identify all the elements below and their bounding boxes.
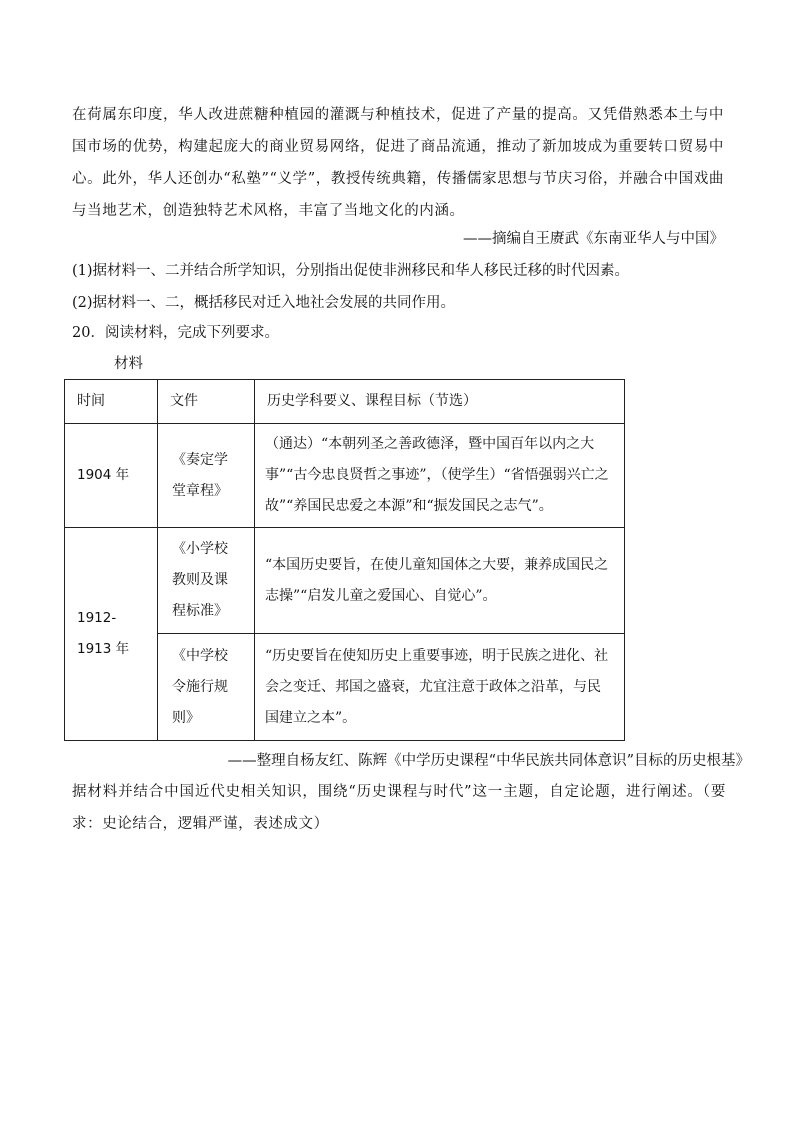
question-19-2: (2)据材料一、二，概括移民对迁入地社会发展的共同作用。 [72, 295, 456, 311]
table-cell-document: 《奏定学堂章程》 [158, 424, 255, 528]
table-source: ——整理自杨友红、陈辉《中学历史课程“中华民族共同体意识”目标的历史根基》 [227, 753, 750, 769]
material-two-source: ——摘编自王赓武《东南亚华人与中国》 [463, 231, 724, 247]
question-19-1: (1)据材料一、二并结合所学知识，分别指出促使非洲移民和华人移民迁移的时代因素。 [72, 263, 630, 279]
table-header-time: 时间 [65, 380, 158, 424]
table-row [65, 528, 625, 634]
material-label: 材料 [114, 356, 143, 372]
table-cell-document: 《中学校令施行规则》 [158, 634, 255, 741]
table-header-document: 文件 [158, 380, 255, 424]
material-two-paragraph: 在荷属东印度，华人改进蔗糖种植园的灌溉与种植技术，促进了产量的提高。又凭借熟悉本土与中国市场的优势，构建起庞大的商业贸易网络，促进了商品流通，推动了新加坡成为重要转口贸易中心。此外，华人还创办“私塾”“义学”，教授传统典籍，传播儒家思想与节庆习俗，并融合中国戏曲与当地艺术，创造独特艺术风格，丰富了当地文化的内涵。 [72, 107, 724, 219]
question-20-task: 据材料并结合中国近代史相关知识，围绕“历史课程与时代”这一主题，自定论题，进行阐述。（要求：史论结合，逻辑严谨，表述成文） [72, 784, 726, 832]
table-header-row [65, 380, 625, 424]
table-cell-content: “历史要旨在使知历史上重要事迹，明于民族之进化、社会之变迁、邦国之盛衰，尤宜注意于政体之沿革，与民国建立之本”。 [255, 634, 625, 741]
table-cell-time-merged: 1912-1913 年 [77, 610, 130, 657]
table-cell-content: “本国历史要旨，在使儿童知国体之大要，兼养成国民之志操”“启发儿童之爱国心、自觉心”。 [255, 528, 625, 634]
table-row [65, 424, 625, 528]
table-cell-document: 《小学校教则及课程标准》 [158, 528, 255, 634]
question-20-heading: 20．阅读材料，完成下列要求。 [72, 325, 279, 341]
table-cell-content: （通达）“本朝列圣之善政德泽，暨中国百年以内之大事”“古今忠良贤哲之事迹”，（使学生）“省悟强弱兴亡之故”“养国民忠爱之本源”和“振发国民之志气”。 [255, 424, 625, 528]
curriculum-table [64, 379, 625, 741]
table-header-content: 历史学科要义、课程目标（节选） [255, 380, 625, 424]
table-cell-time: 1904 年 [77, 467, 130, 483]
